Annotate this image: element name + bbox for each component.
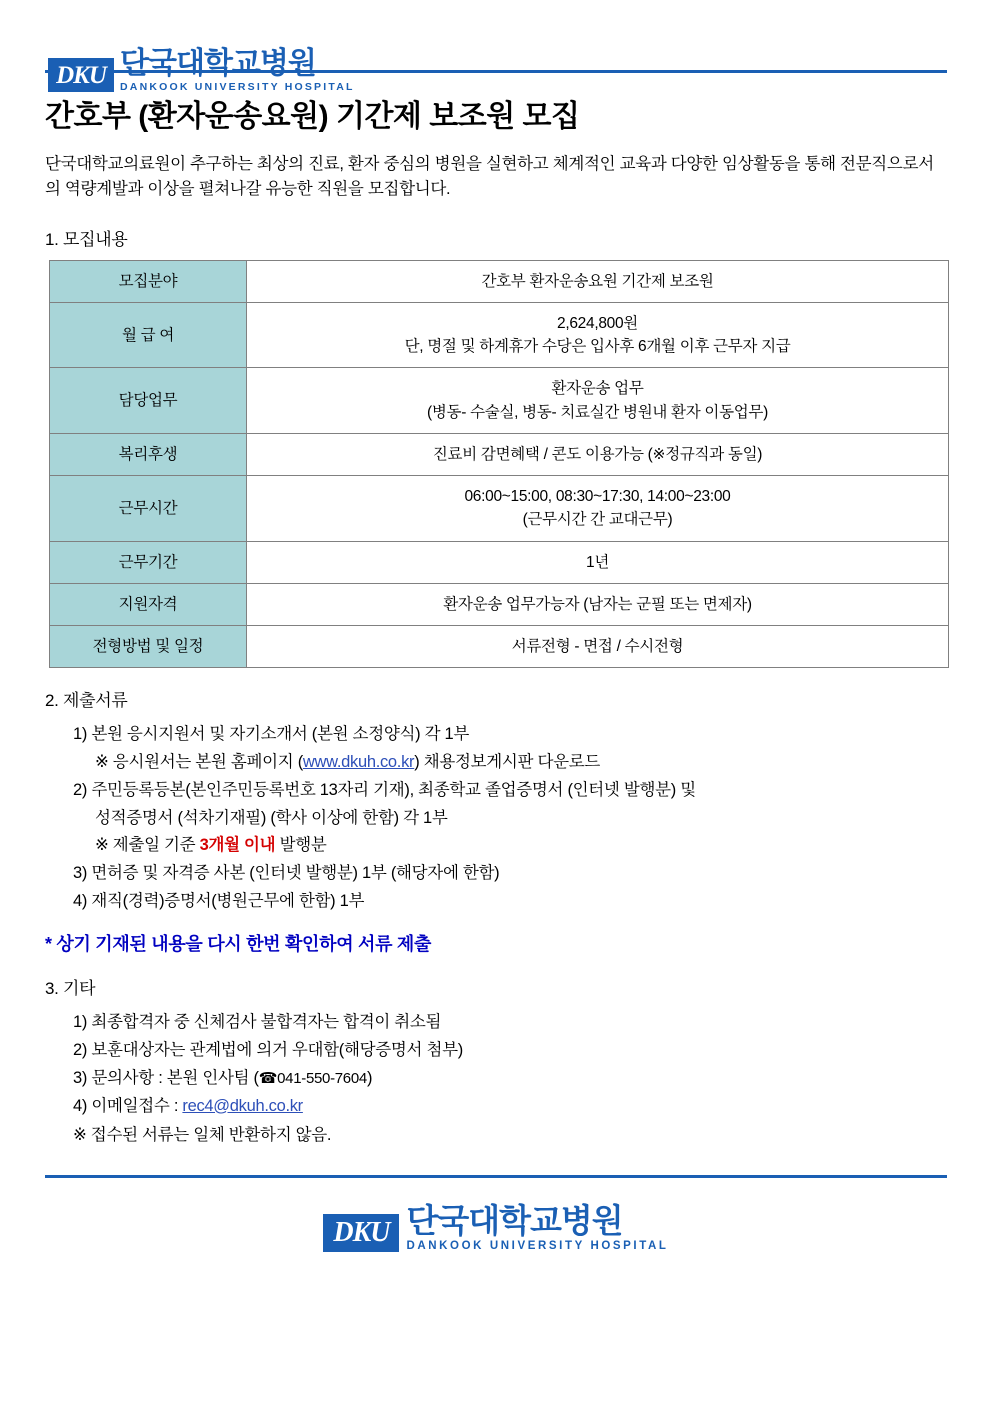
row-value-line: 환자운송 업무가능자 (남자는 군필 또는 면제자) <box>443 595 752 613</box>
list-item: 2) 보훈대상자는 관계법에 의거 우대함(해당증명서 첨부) <box>73 1041 463 1060</box>
row-value <box>247 541 949 583</box>
table-row <box>50 583 949 625</box>
list-item-continued: 성적증명서 (석차기재필) (학사 이상에 한함) 각 1부 <box>95 808 448 827</box>
documents-list <box>45 721 947 914</box>
footer-logo-text <box>406 1204 668 1252</box>
documents-validity-note <box>73 832 947 859</box>
row-value <box>247 476 949 542</box>
list-item: 2) 주민등록등본(본인주민등록번호 13자리 기재), 최종학교 졸업증명서 (인터넷 발행분) 및 <box>73 780 696 799</box>
row-value-line: 단, 명절 및 하계휴가 수당은 입사후 6개월 이후 근무자 지급 <box>404 338 791 356</box>
list-item-contact <box>73 1065 947 1092</box>
page-header <box>0 0 992 93</box>
section-heading-etc: 3. 기타 <box>45 979 96 999</box>
return-policy-note: ※ 접수된 서류는 일체 반환하지 않음. <box>73 1126 332 1145</box>
row-value <box>247 433 949 475</box>
contact-suffix: ) <box>366 1068 373 1087</box>
row-value-line: (병동- 수술실, 병동- 치료실간 병원내 환자 이동업무) <box>427 403 768 421</box>
email-link[interactable]: rec4@dkuh.co.kr <box>182 1096 303 1115</box>
dku-logo-mark-footer: DKU <box>323 1214 399 1252</box>
email-prefix: 4) 이메일접수 : <box>73 1096 183 1115</box>
note-prefix: ※ 제출일 기준 <box>95 836 200 855</box>
row-value <box>247 626 949 668</box>
logo-name-english: DANKOOK UNIVERSITY HOSPITAL <box>120 80 355 93</box>
recruitment-table <box>49 260 949 669</box>
row-label: 지원자격 <box>50 583 247 625</box>
table-row <box>50 302 949 368</box>
note-emphasis: 3개월 이내 <box>199 836 276 855</box>
row-value <box>247 583 949 625</box>
table-row <box>50 368 949 434</box>
list-item: 1) 최종합격자 중 신체검사 불합격자는 합격이 취소됨 <box>73 1013 442 1032</box>
row-label: 근무시간 <box>50 476 247 542</box>
note-suffix: ) 채용정보게시판 다운로드 <box>414 753 601 772</box>
table-row <box>50 260 949 302</box>
row-value-line: 1년 <box>586 553 609 571</box>
list-item: 4) 재직(경력)증명서(병원근무에 한함) 1부 <box>73 891 365 910</box>
note-suffix: 발행분 <box>275 836 327 855</box>
footer-logo-name-english: DANKOOK UNIVERSITY HOSPITAL <box>406 1239 669 1252</box>
row-value-line: 환자운송 업무 <box>551 380 644 398</box>
contact-prefix: 3) 문의사항 : 본원 인사팀 ( <box>73 1068 259 1087</box>
intro-paragraph: 단국대학교의료원이 추구하는 최상의 진료, 환자 중심의 병원을 실현하고 체계적인 교육과 다양한 임상활동을 통해 전문직으로서의 역량계발과 이상을 펼쳐나갈 유능한 직원을 모집합니다. <box>45 154 934 199</box>
logo-name-korean: 단국대학교병원 <box>120 47 316 80</box>
dku-logo-mark: DKU <box>48 58 114 92</box>
row-value-line: 진료비 감면혜택 / 콘도 이용가능 (※정규직과 동일) <box>432 445 763 463</box>
row-label: 복리후생 <box>50 433 247 475</box>
row-label: 담당업무 <box>50 368 247 434</box>
page-footer <box>0 1204 992 1252</box>
note-prefix: ※ 응시원서는 본원 홈페이지 ( <box>95 753 303 772</box>
row-value-line: 간호부 환자운송요원 기간제 보조원 <box>481 272 714 290</box>
row-label: 모집분야 <box>50 260 247 302</box>
page-title: 간호부 (환자운송요원) 기간제 보조원 모집 <box>45 100 580 133</box>
table-row <box>50 433 949 475</box>
documents-homepage-note <box>73 749 947 776</box>
row-label: 근무기간 <box>50 541 247 583</box>
list-item-email <box>73 1093 947 1120</box>
logo-text <box>120 48 355 92</box>
list-item: 3) 면허증 및 자격증 사본 (인터넷 발행분) 1부 (해당자에 한함) <box>73 863 500 882</box>
section-heading-recruit: 1. 모집내용 <box>45 229 128 249</box>
row-value-line: 서류전형 - 면접 / 수시전형 <box>511 638 684 656</box>
submission-notice: * 상기 기재된 내용을 다시 한번 확인하여 서류 제출 <box>45 934 432 955</box>
row-value <box>247 368 949 434</box>
list-item: 1) 본원 응시지원서 및 자기소개서 (본원 소정양식) 각 1부 <box>73 725 470 744</box>
row-label: 월 급 여 <box>50 302 247 368</box>
section-heading-documents: 2. 제출서류 <box>45 691 128 711</box>
table-row <box>50 626 949 668</box>
row-value <box>247 302 949 368</box>
table-row <box>50 541 949 583</box>
bottom-divider <box>45 1175 947 1178</box>
etc-list <box>45 1009 947 1119</box>
row-value-line: (근무시간 간 교대근무) <box>522 511 673 529</box>
row-value-line: 2,624,800원 <box>557 314 638 332</box>
row-value <box>247 260 949 302</box>
row-value-line: 06:00~15:00, 08:30~17:30, 14:00~23:00 <box>464 488 731 506</box>
homepage-link[interactable]: www.dkuh.co.kr <box>302 753 415 772</box>
footer-logo-name-korean: 단국대학교병원 <box>406 1202 623 1240</box>
table-row <box>50 476 949 542</box>
document-body <box>0 91 992 1145</box>
phone-number: ☎041-550-7604 <box>258 1069 367 1087</box>
row-label: 전형방법 및 일정 <box>50 626 247 668</box>
